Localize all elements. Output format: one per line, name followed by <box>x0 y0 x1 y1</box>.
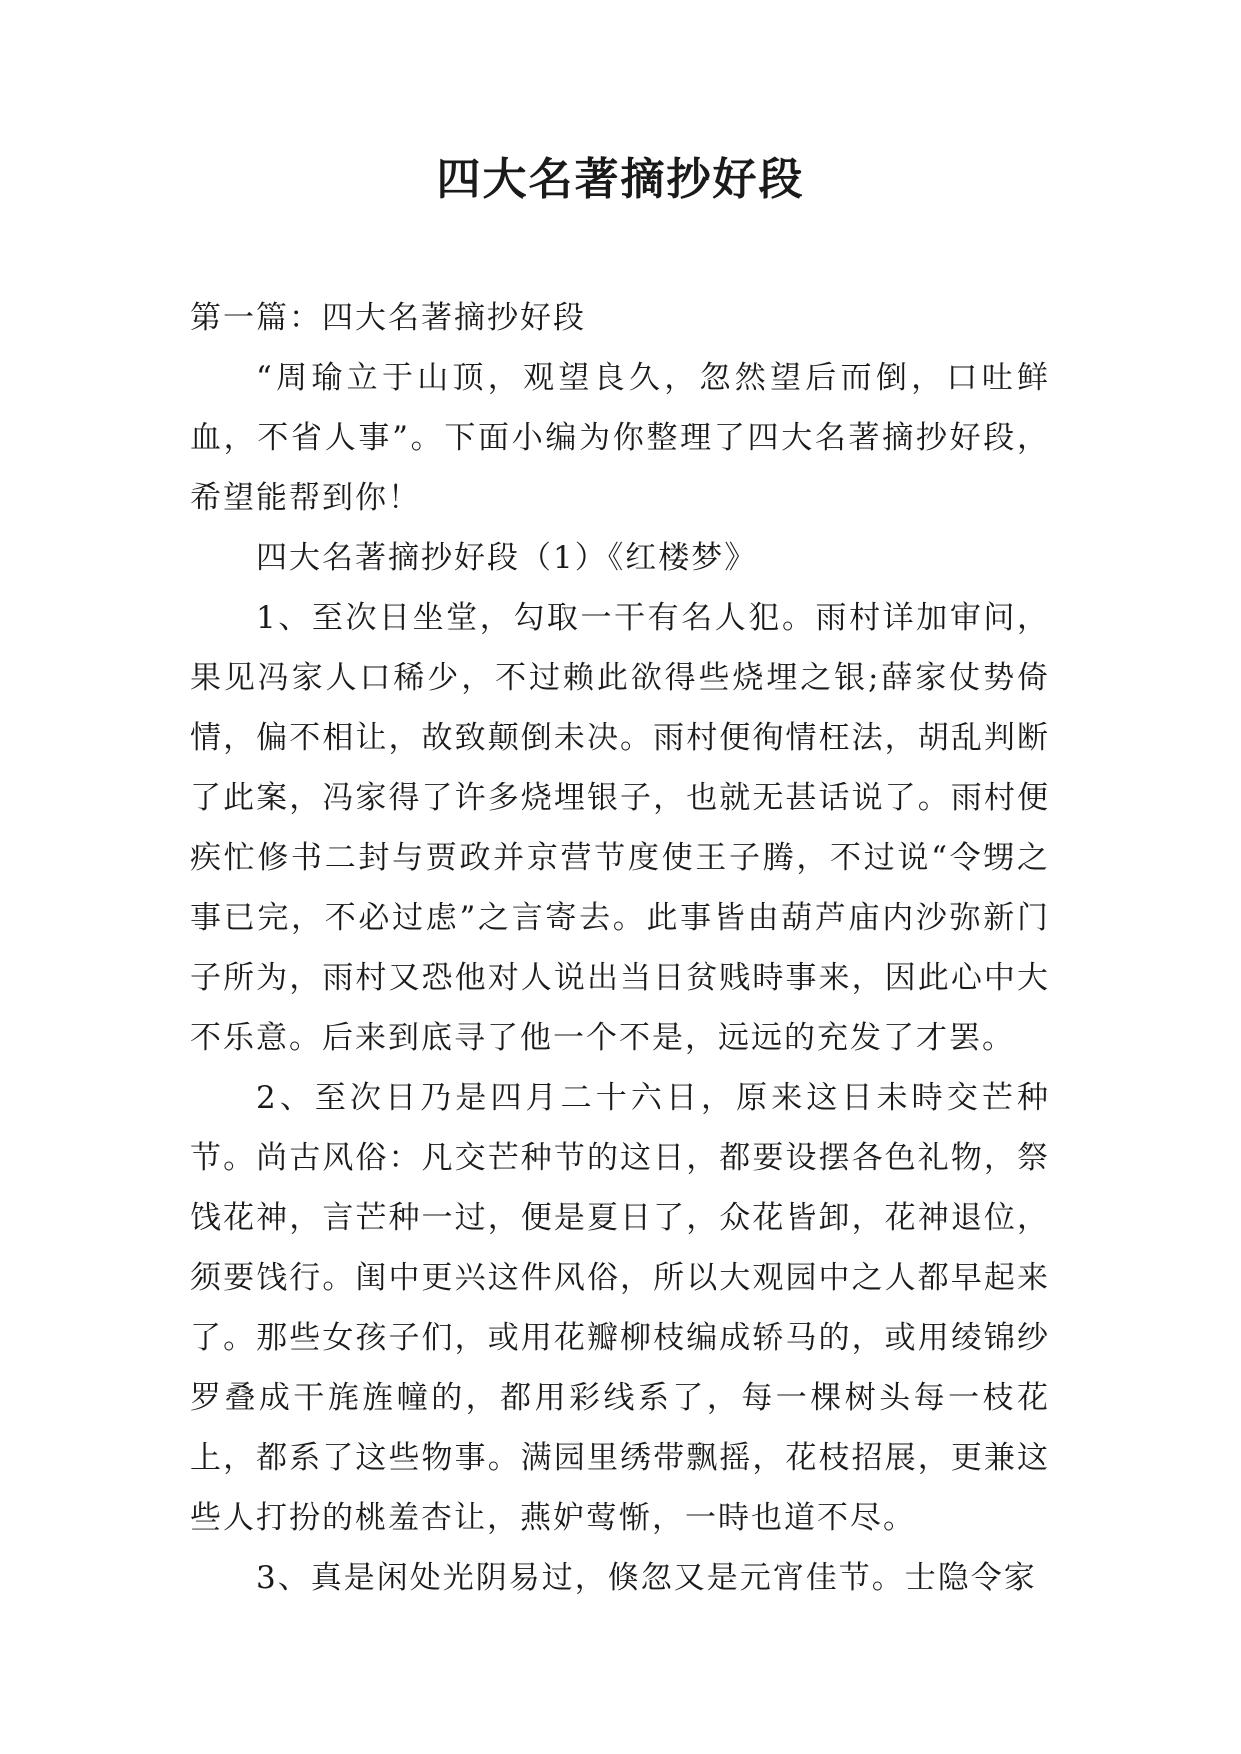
intro-paragraph: “周瑜立于山顶，观望良久，忽然望后而倒，口吐鲜血，不省人事”。下面小编为你整理了四大名著摘抄好段，希望能帮到你！ <box>190 360 1050 516</box>
document-body <box>190 288 1050 1608</box>
section-heading: 第一篇：四大名著摘抄好段 <box>190 300 586 336</box>
excerpt-paragraph: 2、至次日乃是四月二十六日，原来这日未時交芒种节。尚古风俗：凡交芒种节的这日，都要设摆各色礼物，祭饯花神，言芒种一过，便是夏日了，众花皆卸，花神退位，须要饯行。闺中更兴这件风俗，所以大观园中之人都早起来了。那些女孩子们，或用花瓣柳枝编成轿马的，或用绫锦纱罗叠成干旄旌幢的，都用彩线系了，每一棵树头每一枝花上，都系了这些物事。满园里绣带飘摇，花枝招展，更兼这些人打扮的桃羞杏让，燕妒莺惭，一時也道不尽。 <box>190 1080 1050 1536</box>
document-title: 四大名著摘抄好段 <box>436 154 805 205</box>
excerpt-paragraph: 3、真是闲处光阴易过，倏忽又是元宵佳节。士隐令家 <box>256 1560 1037 1596</box>
subsection-heading: 四大名著摘抄好段（1）《红楼梦》 <box>256 540 758 576</box>
excerpt-paragraph: 1、至次日坐堂，勾取一干有名人犯。雨村详加审问，果见冯家人口稀少，不过赖此欲得些烧埋之银;薛家仗势倚情，偏不相让，故致颠倒未决。雨村便徇情枉法，胡乱判断了此案，冯家得了许多烧埋银子，也就无甚话说了。雨村便疾忙修书二封与贾政并京营节度使王子腾，不过说“令甥之事已完，不必过虑”之言寄去。此事皆由葫芦庙内沙弥新门子所为，雨村又恐他对人说出当日贫贱時事来，因此心中大不乐意。后来到底寻了他一个不是，远远的充发了才罢。 <box>190 600 1050 1056</box>
